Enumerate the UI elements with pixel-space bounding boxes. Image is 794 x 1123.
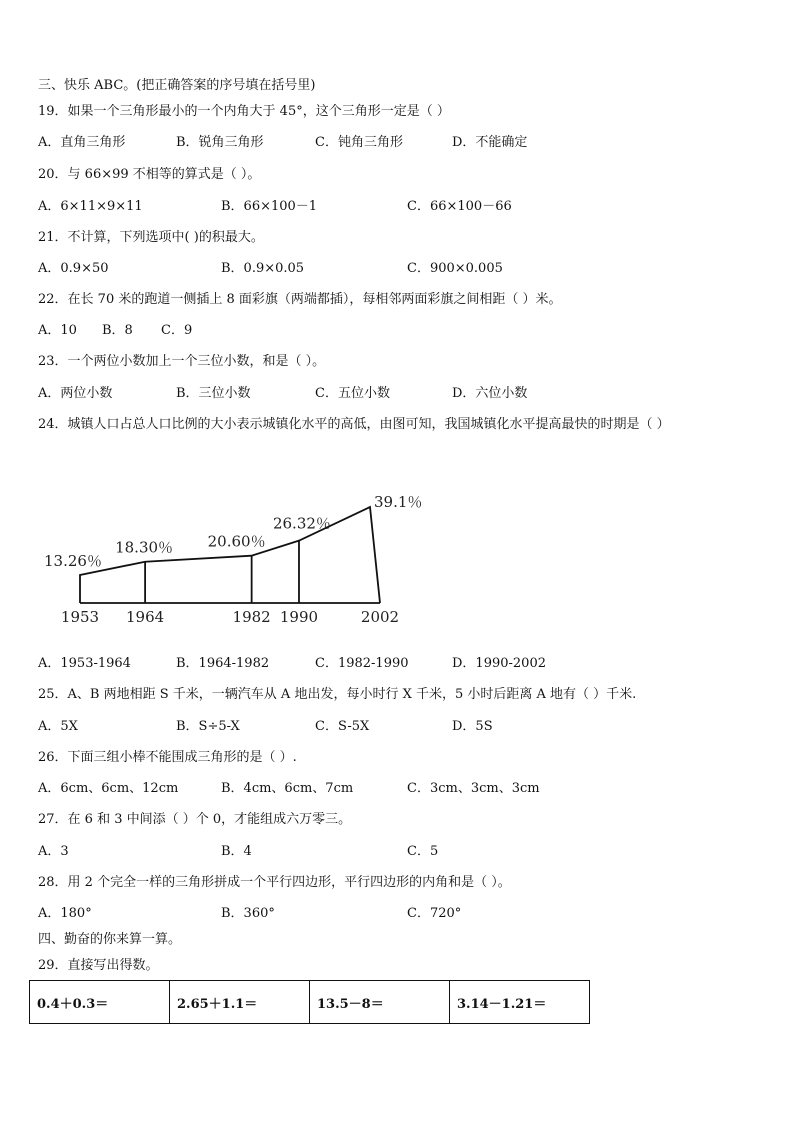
section-3-heading: 三、快乐 ABC。(把正确答案的序号填在括号里) <box>38 78 316 93</box>
option-d[interactable]: D．1990-2002 <box>452 656 546 671</box>
option-d[interactable]: D．5S <box>452 719 493 734</box>
section-4-heading: 四、勤奋的你来算一算。 <box>38 932 182 947</box>
option-b[interactable]: B．锐角三角形 <box>176 135 264 150</box>
calc-cell[interactable]: 0.4＋0.3＝ <box>30 981 170 1024</box>
urbanization-chart <box>38 462 458 632</box>
calc-cell[interactable]: 3.14－1.21＝ <box>450 981 590 1024</box>
question-26-stem: 26．下面三组小棒不能围成三角形的是（ ）. <box>38 750 297 765</box>
option-a[interactable]: A．两位小数 <box>38 386 113 401</box>
option-c[interactable]: C．钝角三角形 <box>315 135 403 150</box>
x-tick-label: 1982 <box>232 608 271 626</box>
option-d[interactable]: D．六位小数 <box>452 386 528 401</box>
option-c[interactable]: C．1982-1990 <box>315 656 409 671</box>
question-27-stem: 27．在 6 和 3 中间添（ ）个 0，才能组成六万零三。 <box>38 812 352 827</box>
x-tick-label: 1990 <box>279 608 319 626</box>
question-21-stem: 21．不计算，下列选项中( )的积最大。 <box>38 230 264 245</box>
option-b[interactable]: B．三位小数 <box>176 386 251 401</box>
question-23-stem: 23．一个两位小数加上一个三位小数，和是（ ）。 <box>38 354 326 369</box>
calc-cell[interactable]: 13.5－8＝ <box>310 981 450 1024</box>
option-a[interactable]: A．0.9×50 <box>38 261 109 276</box>
question-28-stem: 28．用 2 个完全一样的三角形拼成一个平行四边形，平行四边形的内角和是（ ）。 <box>38 875 511 890</box>
option-c[interactable]: C．3cm、3cm、3cm <box>407 781 540 796</box>
x-tick-label: 2002 <box>360 608 400 626</box>
option-c[interactable]: C．66×100－66 <box>407 199 512 214</box>
x-tick-label: 1964 <box>126 608 165 626</box>
question-22-stem: 22．在长 70 米的跑道一侧插上 8 面彩旗（两端都插），每相邻两面彩旗之间相距（ ）米。 <box>38 292 562 307</box>
option-b[interactable]: B．360° <box>221 906 275 921</box>
option-d[interactable]: D．不能确定 <box>452 135 528 150</box>
option-c[interactable]: C．900×0.005 <box>407 261 503 276</box>
option-a[interactable]: A．1953-1964 <box>38 656 131 671</box>
value-label: 18.30％ <box>115 538 174 557</box>
option-c[interactable]: C．五位小数 <box>315 386 390 401</box>
option-b[interactable]: B．S÷5-X <box>176 719 240 734</box>
option-a[interactable]: A．直角三角形 <box>38 135 126 150</box>
option-b[interactable]: B．4 <box>221 844 252 859</box>
option-c[interactable]: C．720° <box>407 906 462 921</box>
option-c[interactable]: C．9 <box>161 323 193 338</box>
option-b[interactable]: B．1964-1982 <box>176 656 270 671</box>
calculation-table <box>29 980 590 1024</box>
option-a[interactable]: A．10 <box>38 323 77 338</box>
question-20-stem: 20．与 66×99 不相等的算式是（ ）。 <box>38 167 261 182</box>
calc-cell[interactable]: 2.65＋1.1＝ <box>170 981 310 1024</box>
option-c[interactable]: C．5 <box>407 844 439 859</box>
option-b[interactable]: B．0.9×0.05 <box>221 261 305 276</box>
option-a[interactable]: A．3 <box>38 844 69 859</box>
option-a[interactable]: A．5X <box>38 719 78 734</box>
option-b[interactable]: B．8 <box>102 323 133 338</box>
value-label: 39.1％ <box>374 493 423 512</box>
value-label: 26.32％ <box>272 514 331 533</box>
option-c[interactable]: C．S-5X <box>315 719 370 734</box>
option-a[interactable]: A．180° <box>38 906 92 921</box>
question-19-stem: 19．如果一个三角形最小的一个内角大于 45°，这个三角形一定是（ ） <box>38 104 450 119</box>
value-label: 20.60％ <box>207 532 266 551</box>
option-b[interactable]: B．66×100－1 <box>221 199 318 214</box>
x-tick-label: 1953 <box>60 608 100 626</box>
question-29-stem: 29．直接写出得数。 <box>38 958 159 973</box>
option-a[interactable]: A．6cm、6cm、12cm <box>38 781 179 796</box>
option-a[interactable]: A．6×11×9×11 <box>38 199 143 214</box>
value-label: 13.26％ <box>44 552 102 570</box>
table-row <box>30 981 590 1024</box>
question-24-stem: 24．城镇人口占总人口比例的大小表示城镇化水平的高低，由图可知，我国城镇化水平提高最快的时期是（ ） <box>38 417 670 432</box>
question-25-stem: 25．A、B 两地相距 S 千米，一辆汽车从 A 地出发，每小时行 X 千米，5 小时后距离 A 地有（ ）千米. <box>38 687 637 702</box>
option-b[interactable]: B．4cm、6cm、7cm <box>221 781 354 796</box>
